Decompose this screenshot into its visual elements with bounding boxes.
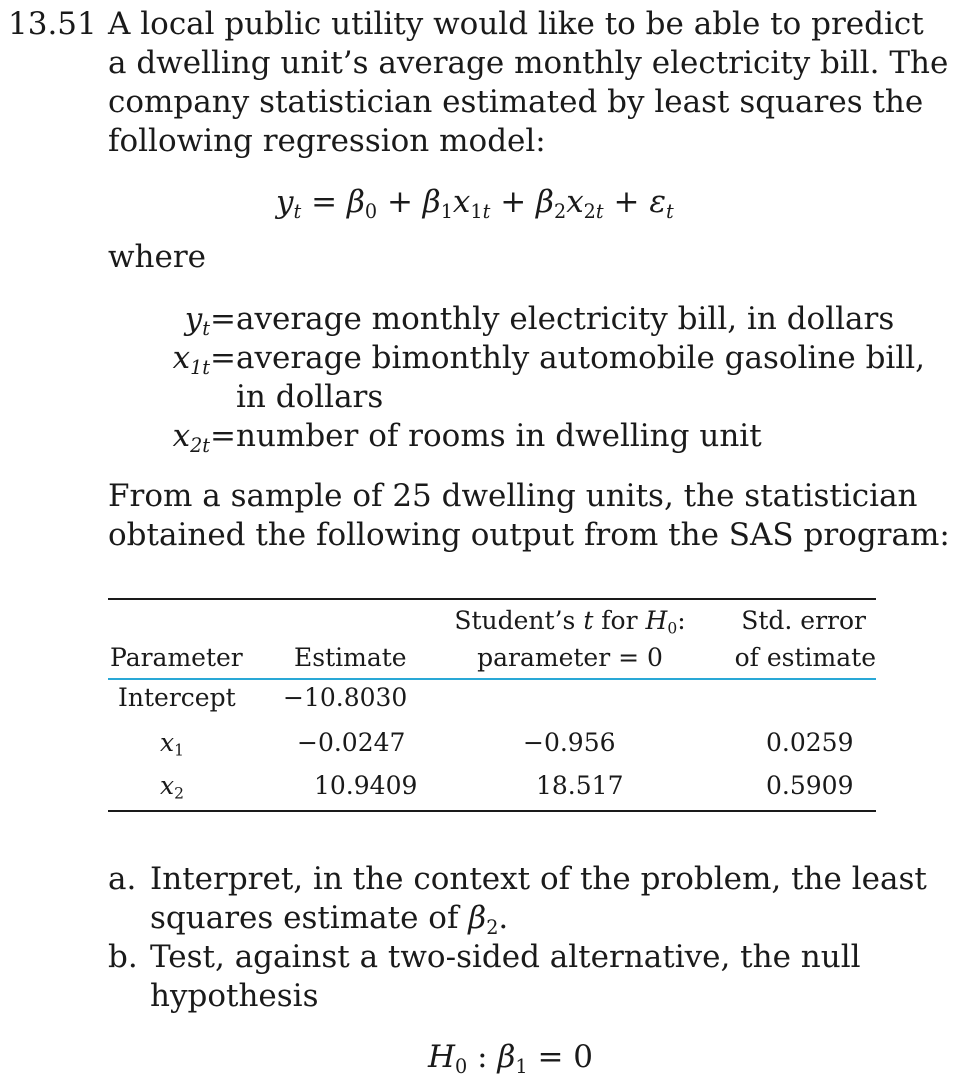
- intro-line-4: following regression model:: [108, 123, 546, 159]
- definition-text-x2: number of rooms in dwelling unit: [236, 418, 762, 454]
- table-header-rule: [108, 678, 876, 680]
- header-se-line-2: of estimate: [734, 643, 876, 672]
- definition-equals: =: [210, 340, 236, 376]
- definition-text-x1-cont: in dollars: [236, 379, 384, 415]
- question-b-label: b.: [108, 939, 138, 975]
- definition-symbol-x1: $x_{1t}$: [172, 340, 210, 379]
- table-row-x1-t: −0.956: [523, 728, 616, 757]
- where-label: where: [108, 239, 207, 275]
- table-row-x2-param: $x_2$: [160, 771, 184, 803]
- intro-line-3: company statistician estimated by least squares the: [108, 84, 924, 120]
- question-b-line-1: Test, against a two-sided alternative, the null: [150, 939, 861, 975]
- intro-line-1: A local public utility would like to be able to predict: [108, 6, 924, 42]
- sample-line-1: From a sample of 25 dwelling units, the statistician: [108, 478, 918, 514]
- problem-number: 13.51: [8, 6, 97, 42]
- question-b-line-2: hypothesis: [150, 978, 319, 1014]
- table-row-x2-t: 18.517: [536, 771, 624, 800]
- table-row-x1-estimate: −0.0247: [297, 728, 406, 757]
- table-top-rule: [108, 598, 876, 600]
- table-row-x2-se: 0.5909: [766, 771, 854, 800]
- question-a-line-2: squares estimate of $\beta_2$.: [150, 900, 509, 939]
- regression-equation: $y_t = \beta_0 + \beta_1x_{1t} + \beta_2x_{2t} + \varepsilon_t$: [276, 184, 674, 223]
- header-t-line-1: Student’s t for $H_0$:: [454, 606, 686, 638]
- question-a-line-1: Interpret, in the context of the problem, the least: [150, 861, 927, 897]
- table-row-x1-param: $x_1$: [160, 728, 184, 760]
- header-se-line-1: Std. error: [741, 606, 866, 635]
- definition-text-x1: average bimonthly automobile gasoline bill,: [236, 340, 926, 376]
- definition-symbol-x2: $x_{2t}$: [172, 418, 210, 457]
- definition-text-y: average monthly electricity bill, in dollars: [236, 301, 895, 337]
- header-estimate: Estimate: [294, 643, 407, 672]
- table-row-intercept-estimate: −10.8030: [283, 683, 408, 712]
- sample-line-2: obtained the following output from the SAS program:: [108, 517, 950, 553]
- header-t-line-2: parameter = 0: [477, 643, 663, 672]
- definition-symbol-y: $y_t$: [184, 301, 210, 340]
- table-row-intercept-param: Intercept: [118, 683, 236, 712]
- null-hypothesis: $H_0$ : $\beta_1 = 0$: [428, 1039, 594, 1078]
- definition-equals: =: [210, 418, 236, 454]
- intro-line-2: a dwelling unit’s average monthly electricity bill. The: [108, 45, 949, 81]
- table-bottom-rule: [108, 810, 876, 812]
- question-a-label: a.: [108, 861, 137, 897]
- definition-equals: =: [210, 301, 236, 337]
- table-row-x1-se: 0.0259: [766, 728, 854, 757]
- table-row-x2-estimate: 10.9409: [314, 771, 418, 800]
- header-parameter: Parameter: [110, 643, 243, 672]
